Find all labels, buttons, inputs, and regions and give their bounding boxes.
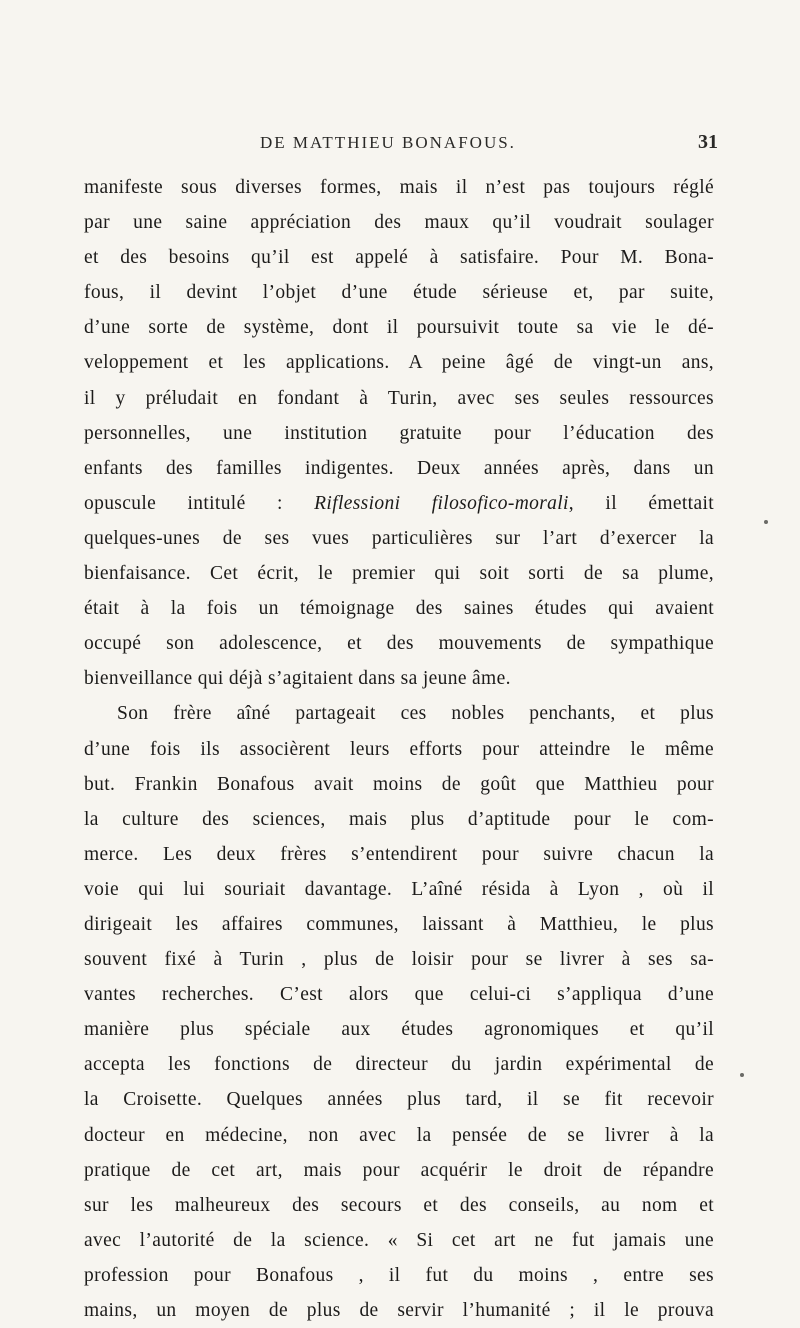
text-line: manière plus spéciale aux études agronomiques et qu’il <box>84 1019 714 1041</box>
text-line: la Croisette. Quelques années plus tard, il se fit recevoir <box>84 1089 714 1111</box>
text-line: fous, il devint l’objet d’une étude sérieuse et, par suite, <box>84 282 714 304</box>
running-title: DE MATTHIEU BONAFOUS. <box>260 133 516 152</box>
page-number: 31 <box>698 131 718 153</box>
paper-speck <box>740 1073 744 1077</box>
text-line: était à la fois un témoignage des saines études qui avaient <box>84 598 714 620</box>
text-line: accepta les fonctions de directeur du jardin expérimental de <box>84 1054 714 1076</box>
text-line: docteur en médecine, non avec la pensée de se livrer à la <box>84 1124 714 1146</box>
text-line: d’une fois ils associèrent leurs efforts pour atteindre le même <box>84 738 714 760</box>
paper-speck <box>764 520 768 524</box>
text-line: d’une sorte de système, dont il poursuivit toute sa vie le dé- <box>84 317 714 339</box>
text-line: opuscule intitulé : Riflessioni filosofico-morali, il émettait <box>84 492 714 514</box>
running-head <box>0 133 800 163</box>
text-line: merce. Les deux frères s’entendirent pour suivre chacun la <box>84 843 714 865</box>
text-line: il y préludait en fondant à Turin, avec ses seules ressources <box>84 387 714 409</box>
text-line: et des besoins qu’il est appelé à satisfaire. Pour M. Bona- <box>84 247 714 269</box>
text-line: occupé son adolescence, et des mouvements de sympathique <box>84 633 714 655</box>
body-text <box>84 170 714 1328</box>
text-line: profession pour Bonafous , il fut du moins , entre ses <box>84 1264 714 1286</box>
text-line: enfants des familles indigentes. Deux années après, dans un <box>84 457 714 479</box>
text-line: manifeste sous diverses formes, mais il n’est pas toujours réglé <box>84 177 714 198</box>
text-line: pratique de cet art, mais pour acquérir le droit de répandre <box>84 1159 714 1181</box>
text-line: quelques-unes de ses vues particulières sur l’art d’exercer la <box>84 527 714 549</box>
text-line: Son frère aîné partageait ces nobles penchants, et plus <box>117 703 714 725</box>
text-line: but. Frankin Bonafous avait moins de goût que Matthieu pour <box>84 773 714 795</box>
text-line: la culture des sciences, mais plus d’aptitude pour le com- <box>84 808 714 830</box>
text-line: dirigeait les affaires communes, laissant à Matthieu, le plus <box>84 913 714 935</box>
text-line: veloppement et les applications. A peine âgé de vingt-un ans, <box>84 352 714 374</box>
text-line: bienveillance qui déjà s’agitaient dans sa jeune âme. <box>84 668 511 690</box>
text-line: mains, un moyen de plus de servir l’humanité ; il le prouva <box>84 1300 714 1321</box>
text-line: sur les malheureux des secours et des conseils, au nom et <box>84 1194 714 1216</box>
text-line: personnelles, une institution gratuite pour l’éducation des <box>84 422 714 444</box>
text-line: bienfaisance. Cet écrit, le premier qui soit sorti de sa plume, <box>84 563 714 585</box>
text-line: vantes recherches. C’est alors que celui-ci s’appliqua d’une <box>84 984 714 1006</box>
text-line: voie qui lui souriait davantage. L’aîné résida à Lyon , où il <box>84 878 714 900</box>
text-line: avec l’autorité de la science. « Si cet art ne fut jamais une <box>84 1229 714 1251</box>
text-line: souvent fixé à Turin , plus de loisir pour se livrer à ses sa- <box>84 949 714 971</box>
cited-title: Riflessioni filosofico-morali <box>314 492 569 514</box>
text-line: par une saine appréciation des maux qu’il voudrait soulager <box>84 212 714 234</box>
